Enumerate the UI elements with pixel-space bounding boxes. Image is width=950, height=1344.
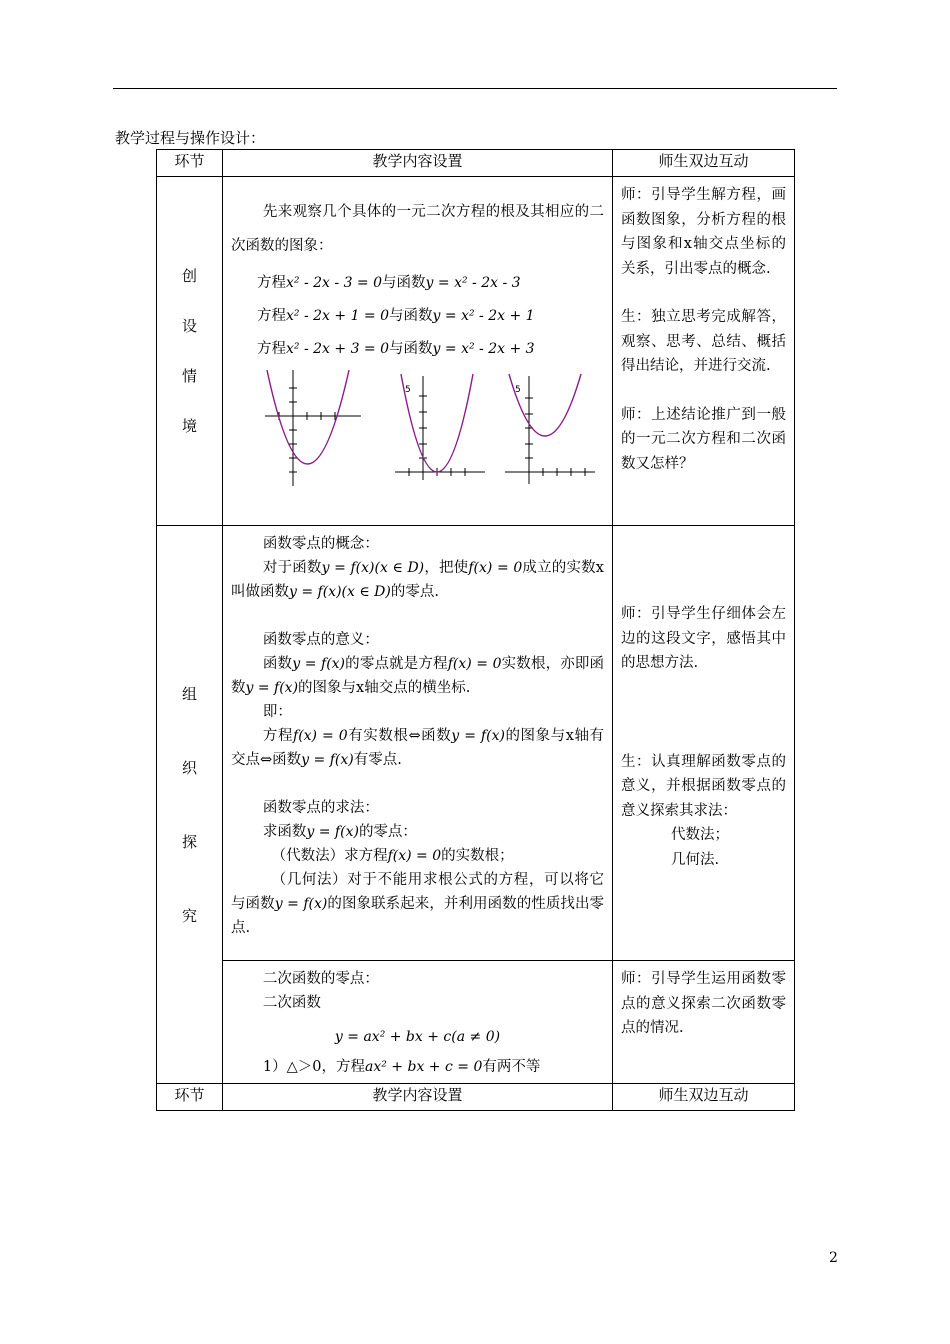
footer-stage: 环节 <box>157 1084 223 1111</box>
stage-char: 创 <box>181 267 197 285</box>
interaction-quadratic <box>613 961 795 1084</box>
content-situation <box>223 177 613 526</box>
graph-parabola-2 <box>393 368 493 488</box>
content-quadratic <box>223 961 613 1084</box>
method-title: 函数零点的求法： <box>262 800 379 816</box>
intro-text: 先来观察几个具体的一元二次方程的根及其相应的二次函数的图象： <box>231 204 604 254</box>
stage-char: 探 <box>181 832 197 851</box>
header-interaction: 师生双边互动 <box>613 150 795 177</box>
equation-row: 方程x² - 2x - 3 = 0与函数y = x² - 2x - 3 <box>257 275 521 291</box>
graph-parabola-3 <box>503 368 603 488</box>
equation: x² - 2x + 3 = 0 <box>286 341 390 357</box>
equation-row: 方程x² - 2x + 1 = 0与函数y = x² - 2x + 1 <box>257 308 535 324</box>
intro-title: 教学过程与操作设计： <box>115 129 266 147</box>
stage-situation <box>157 177 223 526</box>
equation-row: 方程x² - 2x + 3 = 0与函数y = x² - 2x + 3 <box>257 341 535 357</box>
teacher-note: 师：引导学生运用函数零点的意义探索二次函数零点的情况. <box>621 971 786 1036</box>
quadratic-function: y = ax² + bx + c(a ≠ 0) <box>334 1029 501 1045</box>
lesson-table <box>156 149 795 1111</box>
section-explore-row <box>157 526 795 961</box>
stage-char: 境 <box>181 417 197 435</box>
section-quadratic-row <box>157 961 795 1084</box>
function: y = x² - 2x - 3 <box>425 275 521 291</box>
meaning-title: 函数零点的意义： <box>262 632 379 648</box>
student-note: 生：认真理解函数零点的意义，并根据函数零点的意义探索其求法： <box>621 753 786 819</box>
teacher-note: 师：上述结论推广到一般的一元二次方程和二次函数又怎样？ <box>621 406 786 472</box>
header-rule <box>113 88 837 89</box>
equivalence-text: 方程f(x) = 0有实数根⇔函数y = f(x)的图象与x轴有交点⇔函数y = f(x)有零点. <box>231 728 605 768</box>
quadratic-title: 二次函数的零点： <box>262 971 379 987</box>
equation: x² - 2x - 3 = 0 <box>286 275 383 291</box>
content-explore <box>223 526 613 961</box>
method-algebraic: （代数法）求方程f(x) = 0的实数根； <box>271 848 514 864</box>
stage-char: 组 <box>181 684 197 703</box>
interaction-explore <box>613 526 795 961</box>
ji-label: 即： <box>262 704 292 720</box>
stage-char: 织 <box>181 758 197 777</box>
teacher-note: 师：引导学生仔细体会左边的这段文字，感悟其中的思想方法. <box>621 606 786 671</box>
graph-label: 5 <box>405 385 411 395</box>
teacher-note: 师：引导学生解方程，画函数图象，分析方程的根与图象和x轴交点坐标的关系，引出零点的概念. <box>621 187 786 277</box>
graph-label: 5 <box>515 385 521 395</box>
concept-title: 函数零点的概念： <box>262 536 379 552</box>
concept-text: 对于函数y = f(x)(x ∈ D)，把使f(x) = 0成立的实数x叫做函数y = f(x)(x ∈ D)的零点. <box>231 560 604 600</box>
equation: x² - 2x + 1 = 0 <box>286 308 390 324</box>
table-header-row <box>157 150 795 177</box>
stage-char: 情 <box>181 367 197 385</box>
quadratic-case1: 1）△＞0，方程ax² + bx + c = 0有两不等 <box>262 1059 541 1075</box>
method-algebraic-label: 代数法； <box>671 827 729 843</box>
function: y = x² - 2x + 1 <box>432 308 535 324</box>
graph-parabola-1 <box>263 368 363 488</box>
footer-interaction: 师生双边互动 <box>613 1084 795 1111</box>
interaction-situation <box>613 177 795 526</box>
header-stage: 环节 <box>157 150 223 177</box>
stage-char: 设 <box>181 317 197 335</box>
table-footer-row <box>157 1084 795 1111</box>
method-geometric-label: 几何法. <box>671 851 720 868</box>
function: y = x² - 2x + 3 <box>432 341 535 357</box>
footer-content: 教学内容设置 <box>223 1084 613 1111</box>
page-number: 2 <box>829 1250 838 1266</box>
quadratic-sub: 二次函数 <box>262 995 321 1011</box>
stage-char: 究 <box>181 906 197 925</box>
stage-explore <box>157 526 223 1084</box>
meaning-text: 函数y = f(x)的零点就是方程f(x) = 0实数根，亦即函数y = f(x)的图象与x轴交点的横坐标. <box>231 656 605 696</box>
header-content: 教学内容设置 <box>223 150 613 177</box>
method-text: 求函数y = f(x)的零点： <box>262 824 417 840</box>
method-geometric: （几何法）对于不能用求根公式的方程，可以将它与函数y = f(x)的图象联系起来，并利用函数的性质找出零点. <box>231 872 605 936</box>
section-situation-row <box>157 177 795 526</box>
student-note: 生：独立思考完成解答，观察、思考、总结、概括得出结论，并进行交流. <box>621 309 786 374</box>
